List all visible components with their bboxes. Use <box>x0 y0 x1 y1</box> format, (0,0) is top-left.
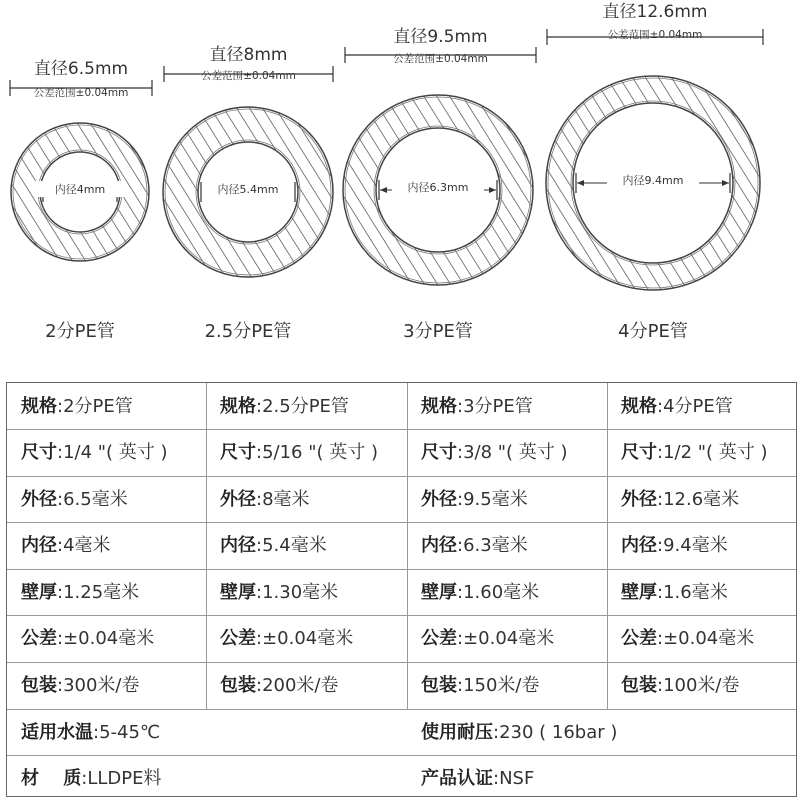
spec-value: :3分PE管 <box>457 396 533 417</box>
spec-key: 材 质 <box>21 768 82 789</box>
spec-key: 内径 <box>621 535 657 556</box>
spec-key: 公差 <box>21 628 57 649</box>
spec-cell <box>220 429 405 476</box>
spec-cell <box>21 662 204 709</box>
spec-value: :6.3毫米 <box>457 535 528 556</box>
spec-table <box>6 382 797 797</box>
spec-cell <box>621 615 794 662</box>
pipe-name-label: 2分PE管 <box>45 321 115 342</box>
spec-value: :2.5分PE管 <box>256 396 349 417</box>
spec-value: :5.4毫米 <box>256 535 327 556</box>
pipe-1 <box>10 59 152 342</box>
spec-key: 公差 <box>220 628 256 649</box>
spec-key: 内径 <box>21 535 57 556</box>
spec-key: 产品认证 <box>421 768 493 789</box>
spec-cell <box>21 569 204 616</box>
spec-cell <box>421 709 794 756</box>
spec-value: :±0.04毫米 <box>256 628 354 649</box>
spec-key: 公差 <box>421 628 457 649</box>
spec-value: :1.25毫米 <box>57 582 140 603</box>
outer-diameter-label: 直径8mm <box>209 45 288 65</box>
spec-value: :±0.04毫米 <box>457 628 555 649</box>
spec-cell <box>621 383 794 430</box>
spec-value: :4毫米 <box>57 535 111 556</box>
tolerance-label: 公差范围±0.04mm <box>33 87 129 99</box>
spec-key: 内径 <box>421 535 457 556</box>
spec-value: :9.5毫米 <box>457 489 528 510</box>
spec-cell <box>220 662 405 709</box>
spec-cell <box>621 662 794 709</box>
spec-cell <box>220 522 405 569</box>
spec-value: :1.60毫米 <box>457 582 540 603</box>
pipe-name-label: 4分PE管 <box>618 321 688 342</box>
spec-value: :200米/卷 <box>256 675 339 696</box>
spec-key: 公差 <box>621 628 657 649</box>
table-column-divider <box>607 383 608 709</box>
outer-diameter-label: 直径9.5mm <box>393 27 488 47</box>
spec-value: :1.6毫米 <box>657 582 728 603</box>
spec-value: :4分PE管 <box>657 396 733 417</box>
spec-value: :1.30毫米 <box>256 582 339 603</box>
spec-cell <box>421 522 605 569</box>
spec-key: 包装 <box>421 675 457 696</box>
spec-value: :100米/卷 <box>657 675 740 696</box>
inner-diameter-label: 内径6.3mm <box>407 181 469 194</box>
spec-cell <box>421 476 605 523</box>
spec-value: :±0.04毫米 <box>657 628 755 649</box>
spec-key: 内径 <box>220 535 256 556</box>
pipe-4 <box>546 2 763 342</box>
spec-cell <box>421 569 605 616</box>
spec-key: 壁厚 <box>21 582 57 603</box>
spec-key: 壁厚 <box>621 582 657 603</box>
tolerance-label: 公差范围±0.04mm <box>201 70 296 82</box>
spec-cell <box>621 476 794 523</box>
spec-value: :230 ( 16bar ) <box>493 722 618 743</box>
outer-diameter-label: 直径12.6mm <box>602 2 708 22</box>
table-column-divider <box>206 383 207 709</box>
spec-value: :LLDPE料 <box>81 768 162 789</box>
spec-key: 规格 <box>421 396 457 417</box>
pipe-2 <box>163 45 333 342</box>
spec-value: :NSF <box>493 768 535 789</box>
spec-cell <box>21 615 204 662</box>
spec-key: 壁厚 <box>421 582 457 603</box>
spec-key: 规格 <box>621 396 657 417</box>
spec-value: :1/2 "( 英寸 ) <box>657 442 768 463</box>
spec-key: 外径 <box>421 489 457 510</box>
pipe-3 <box>343 27 536 342</box>
spec-key: 外径 <box>21 489 57 510</box>
inner-diameter-label: 内径5.4mm <box>217 183 279 196</box>
spec-cell <box>220 476 405 523</box>
spec-cell <box>21 709 405 756</box>
pipe-name-label: 3分PE管 <box>403 321 473 342</box>
spec-value: :5/16 "( 英寸 ) <box>256 442 378 463</box>
spec-cell <box>220 615 405 662</box>
spec-key: 包装 <box>21 675 57 696</box>
tolerance-label: 公差范围±0.04mm <box>393 53 488 65</box>
spec-cell <box>421 383 605 430</box>
spec-cell <box>421 429 605 476</box>
spec-key: 外径 <box>621 489 657 510</box>
spec-cell <box>621 429 794 476</box>
spec-cell <box>621 522 794 569</box>
inner-diameter-label: 内径9.4mm <box>622 174 684 187</box>
spec-cell <box>421 755 794 802</box>
spec-value: :5-45℃ <box>93 722 161 743</box>
spec-key: 壁厚 <box>220 582 256 603</box>
spec-key: 外径 <box>220 489 256 510</box>
spec-value: :9.4毫米 <box>657 535 728 556</box>
spec-cell <box>21 755 405 802</box>
spec-value: :300米/卷 <box>57 675 140 696</box>
pipe-cross-section-diagram <box>0 0 800 380</box>
spec-key: 尺寸 <box>21 442 57 463</box>
spec-value: :3/8 "( 英寸 ) <box>457 442 568 463</box>
spec-value: :12.6毫米 <box>657 489 740 510</box>
spec-key: 包装 <box>220 675 256 696</box>
tolerance-label: 公差范围±0.04mm <box>607 29 703 41</box>
spec-value: :150米/卷 <box>457 675 540 696</box>
pipe-name-label: 2.5分PE管 <box>204 321 292 342</box>
table-column-divider <box>407 383 408 709</box>
spec-key: 规格 <box>220 396 256 417</box>
spec-key: 尺寸 <box>421 442 457 463</box>
spec-value: :6.5毫米 <box>57 489 128 510</box>
spec-key: 包装 <box>621 675 657 696</box>
spec-cell <box>220 383 405 430</box>
spec-cell <box>621 569 794 616</box>
spec-cell <box>21 522 204 569</box>
spec-cell <box>21 429 204 476</box>
spec-key: 使用耐压 <box>421 722 493 743</box>
inner-diameter-label: 内径4mm <box>54 183 106 196</box>
spec-cell <box>220 569 405 616</box>
spec-cell <box>421 615 605 662</box>
spec-key: 规格 <box>21 396 57 417</box>
spec-value: :8毫米 <box>256 489 310 510</box>
spec-key: 尺寸 <box>220 442 256 463</box>
spec-cell <box>421 662 605 709</box>
spec-key: 适用水温 <box>21 722 93 743</box>
spec-value: :1/4 "( 英寸 ) <box>57 442 168 463</box>
spec-key: 尺寸 <box>621 442 657 463</box>
outer-diameter-label: 直径6.5mm <box>33 59 129 79</box>
spec-value: :2分PE管 <box>57 396 133 417</box>
spec-cell <box>21 383 204 430</box>
spec-value: :±0.04毫米 <box>57 628 155 649</box>
spec-cell <box>21 476 204 523</box>
